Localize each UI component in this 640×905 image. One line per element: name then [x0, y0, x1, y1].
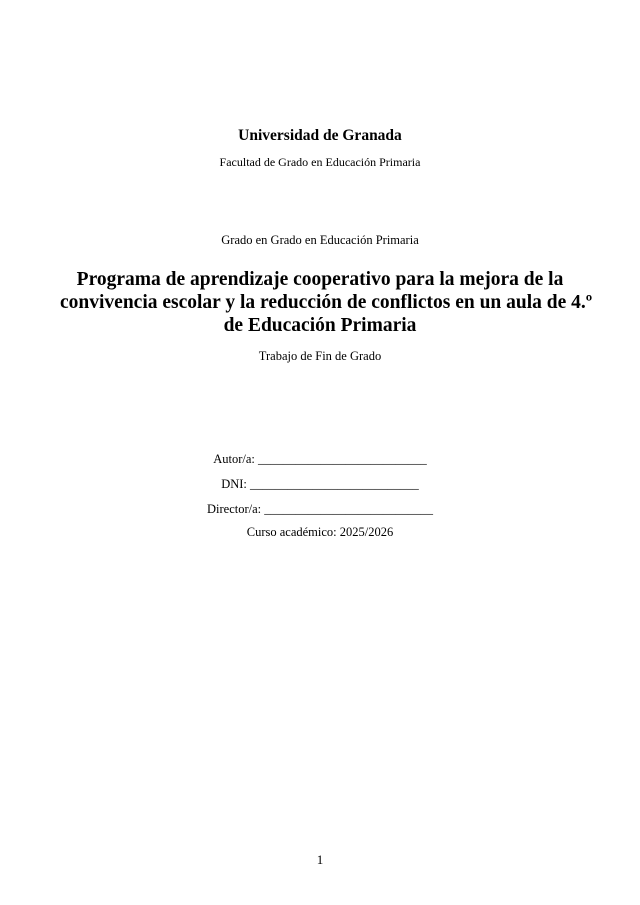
thesis-title-line: de Educación Primaria [223, 315, 417, 336]
page-number: 1 [316, 852, 324, 867]
degree-name: Grado en Grado en Educación Primaria [221, 233, 419, 247]
author-field: Autor/a: ___________________________ [213, 452, 427, 466]
university-name: Universidad de Granada [238, 127, 402, 144]
academic-year: Curso académico: 2025/2026 [246, 525, 394, 539]
thesis-title-line: Programa de aprendizaje cooperativo para la mejora de la [76, 269, 564, 290]
dni-field: DNI: ___________________________ [221, 477, 419, 491]
faculty-name: Facultad de Grado en Educación Primaria [219, 155, 421, 169]
thesis-title-line: convivencia escolar y la reducción de conflictos en un aula de 4.º [60, 292, 593, 313]
work-type: Trabajo de Fin de Grado [258, 349, 382, 363]
thesis-title [60, 268, 593, 337]
director-field: Director/a: ___________________________ [206, 502, 433, 516]
